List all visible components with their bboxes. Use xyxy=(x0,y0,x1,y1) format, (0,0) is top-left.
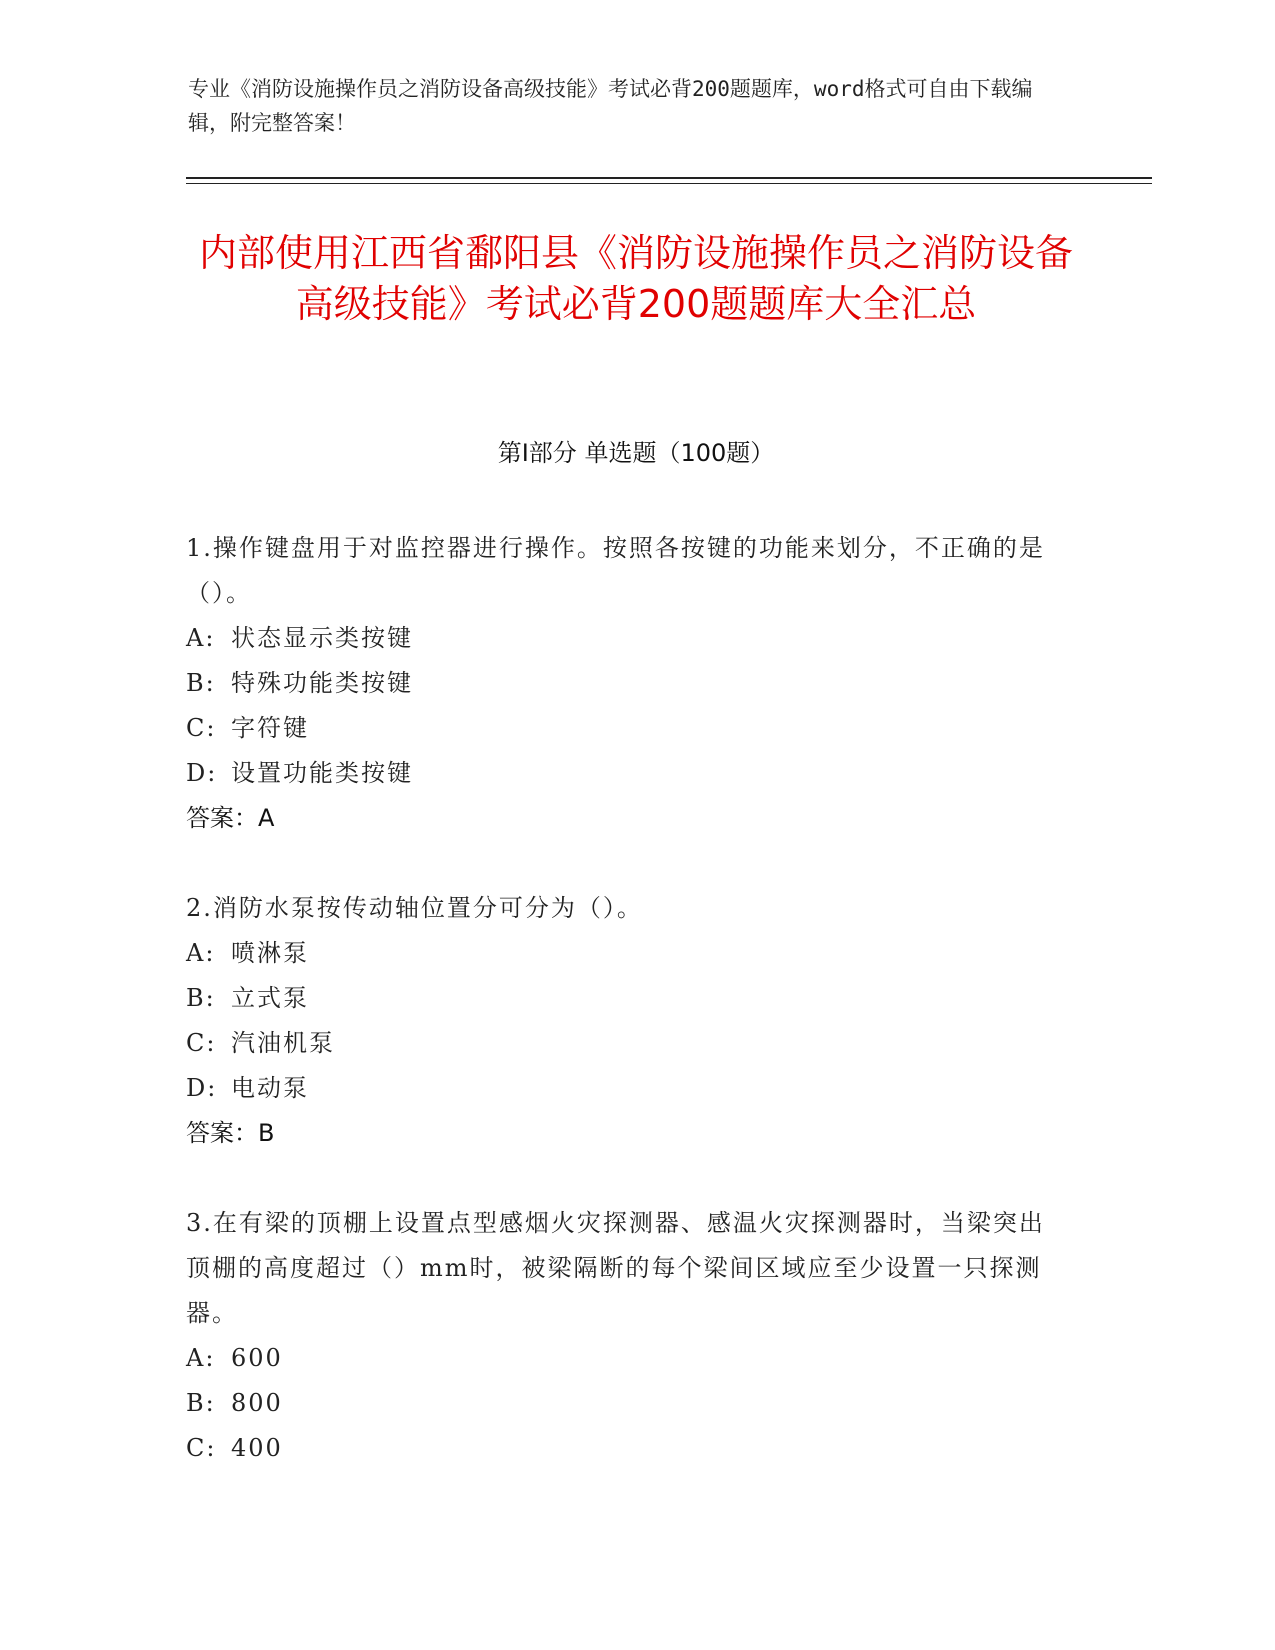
option-a xyxy=(186,931,1066,976)
option-text: 立式泵 xyxy=(231,984,309,1012)
option-b xyxy=(186,1381,1066,1426)
option-text: 喷淋泵 xyxy=(231,939,309,967)
option-b xyxy=(186,976,1066,1021)
option-key: D: xyxy=(186,759,218,787)
option-text: 汽油机泵 xyxy=(231,1029,335,1057)
question-1 xyxy=(186,526,1066,841)
header-note: 专业《消防设施操作员之消防设备高级技能》考试必背200题题库，word格式可自由下载编辑，附完整答案！ xyxy=(188,77,1033,135)
option-key: A: xyxy=(186,1344,216,1372)
option-text: 600 xyxy=(231,1344,283,1372)
option-a xyxy=(186,616,1066,661)
header-divider-thick xyxy=(186,177,1152,179)
option-key: A: xyxy=(186,624,216,652)
question-2 xyxy=(186,886,1066,1156)
option-a xyxy=(186,1336,1066,1381)
option-b xyxy=(186,661,1066,706)
question-stem: 2.消防水泵按传动轴位置分可分为（）。 xyxy=(186,894,643,922)
answer-line: 答案：A xyxy=(186,804,275,832)
option-key: B: xyxy=(186,1389,216,1417)
option-c xyxy=(186,1426,1066,1471)
option-key: B: xyxy=(186,984,216,1012)
option-text: 400 xyxy=(231,1434,283,1462)
option-text: 电动泵 xyxy=(231,1074,309,1102)
option-text: 800 xyxy=(231,1389,283,1417)
option-key: C: xyxy=(186,714,217,742)
option-d xyxy=(186,1066,1066,1111)
header-divider-thin xyxy=(186,183,1152,184)
option-text: 设置功能类按键 xyxy=(231,759,413,787)
section-title: 第I部分 单选题（100题） xyxy=(497,439,775,467)
question-stem: 3.在有梁的顶棚上设置点型感烟火灾探测器、感温火灾探测器时，当梁突出顶棚的高度超过（）mm时，被梁隔断的每个梁间区域应至少设置一只探测器。 xyxy=(186,1209,1045,1327)
option-text: 特殊功能类按键 xyxy=(231,669,413,697)
option-key: C: xyxy=(186,1029,217,1057)
option-key: D: xyxy=(186,1074,218,1102)
answer-line: 答案：B xyxy=(186,1119,275,1147)
question-3 xyxy=(186,1201,1066,1471)
question-stem: 1.操作键盘用于对监控器进行操作。按照各按键的功能来划分，不正确的是（）。 xyxy=(186,534,1045,607)
document-title: 内部使用江西省鄱阳县《消防设施操作员之消防设备高级技能》考试必背200题题库大全汇总 xyxy=(198,231,1073,326)
option-c xyxy=(186,706,1066,751)
option-text: 状态显示类按键 xyxy=(231,624,413,652)
question-list xyxy=(186,526,1066,1516)
option-key: B: xyxy=(186,669,216,697)
option-key: A: xyxy=(186,939,216,967)
option-d xyxy=(186,751,1066,796)
option-c xyxy=(186,1021,1066,1066)
option-text: 字符键 xyxy=(231,714,309,742)
option-key: C: xyxy=(186,1434,217,1462)
